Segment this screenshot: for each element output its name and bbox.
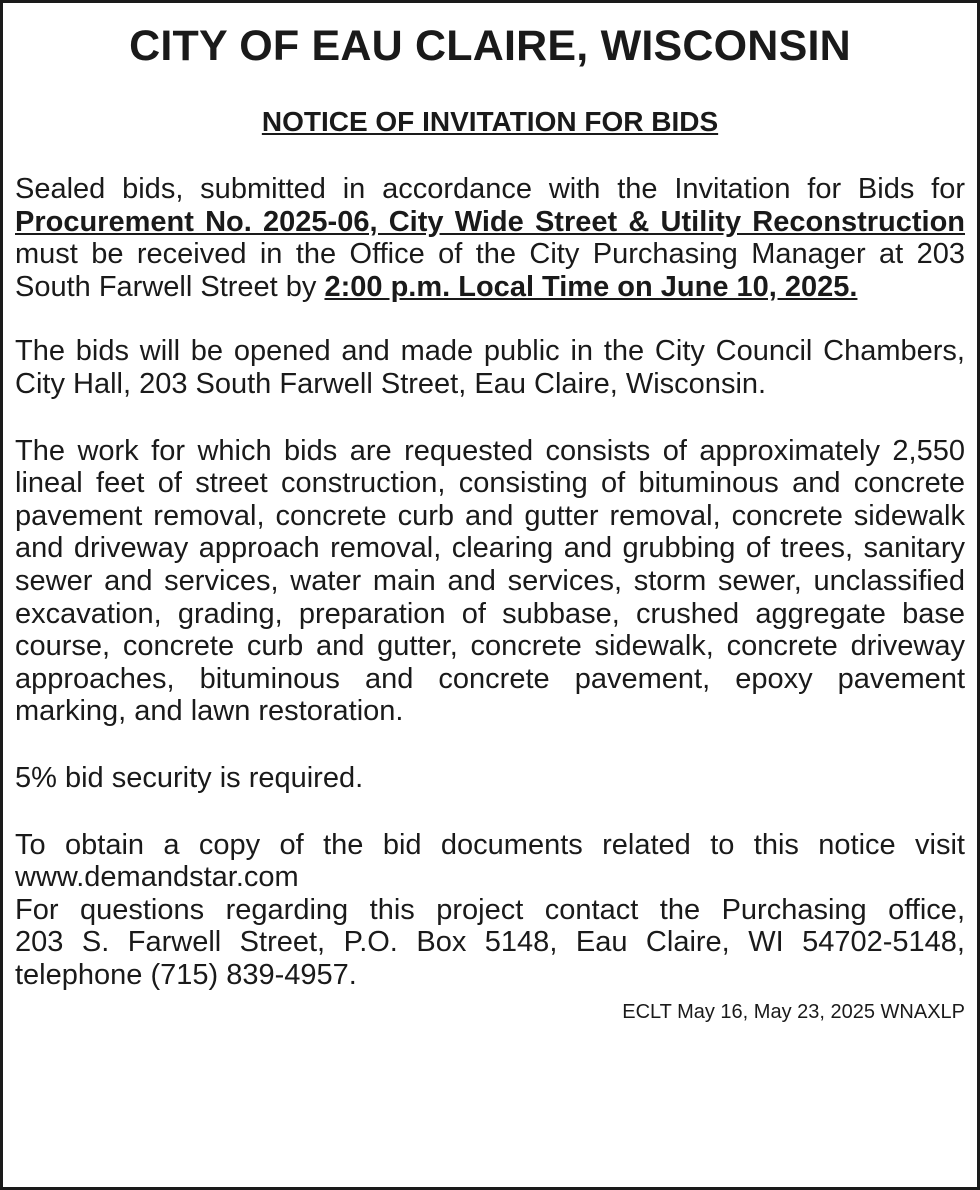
submission-paragraph [15, 173, 965, 303]
notice-subtitle: NOTICE OF INVITATION FOR BIDS [261, 106, 719, 137]
submission-lead: Sealed bids, submitted in accordance with the Invitation for Bids for [15, 173, 965, 205]
bid-security-paragraph: 5% bid security is required. [15, 761, 364, 794]
contact-paragraph [15, 829, 965, 992]
purchasing-address: 203 S. Farwell Street, P.O. Box 5148, Eau Claire, WI 54702-5148, [15, 926, 965, 959]
bid-documents-text: To obtain a copy of the bid documents related to this notice visit [15, 828, 965, 861]
questions-text: For questions regarding this project contact the Purchasing office, [15, 893, 965, 926]
purchasing-telephone: telephone (715) 839-4957. [15, 958, 357, 991]
bid-documents-url[interactable]: www.demandstar.com [15, 861, 299, 894]
bid-deadline: 2:00 p.m. Local Time on June 10, 2025. [324, 270, 858, 303]
opening-paragraph: The bids will be opened and made public in the City Council Chambers, City Hall, 203 South Farwell Street, Eau Claire, Wisconsin. [15, 335, 965, 400]
submission-location: must be received in the Office of the City Purchasing Manager at 203 South Farwell Street by [15, 238, 965, 303]
work-scope-paragraph: The work for which bids are requested consists of approximately 2,550 lineal feet of street construction, consisting of bituminous and concrete pavement removal, concrete curb and gutter removal, concrete sidewalk and driveway approach removal, clearing and grubbing of trees, sanitary sewer and services, water main and services, storm sewer, unclassified excavation, grading, preparation of subbase, crushed aggregate base course, concrete curb and gutter, concrete sidewalk, concrete driveway approaches, bituminous and concrete pavement, epoxy pavement marking, and lawn restoration. [15, 434, 965, 728]
publication-footer: ECLT May 16, May 23, 2025 WNAXLP [622, 1001, 965, 1024]
notice-title: CITY OF EAU CLAIRE, WISCONSIN [129, 22, 851, 70]
procurement-title: Procurement No. 2025-06, City Wide Street & Utility Reconstruction [15, 205, 965, 238]
